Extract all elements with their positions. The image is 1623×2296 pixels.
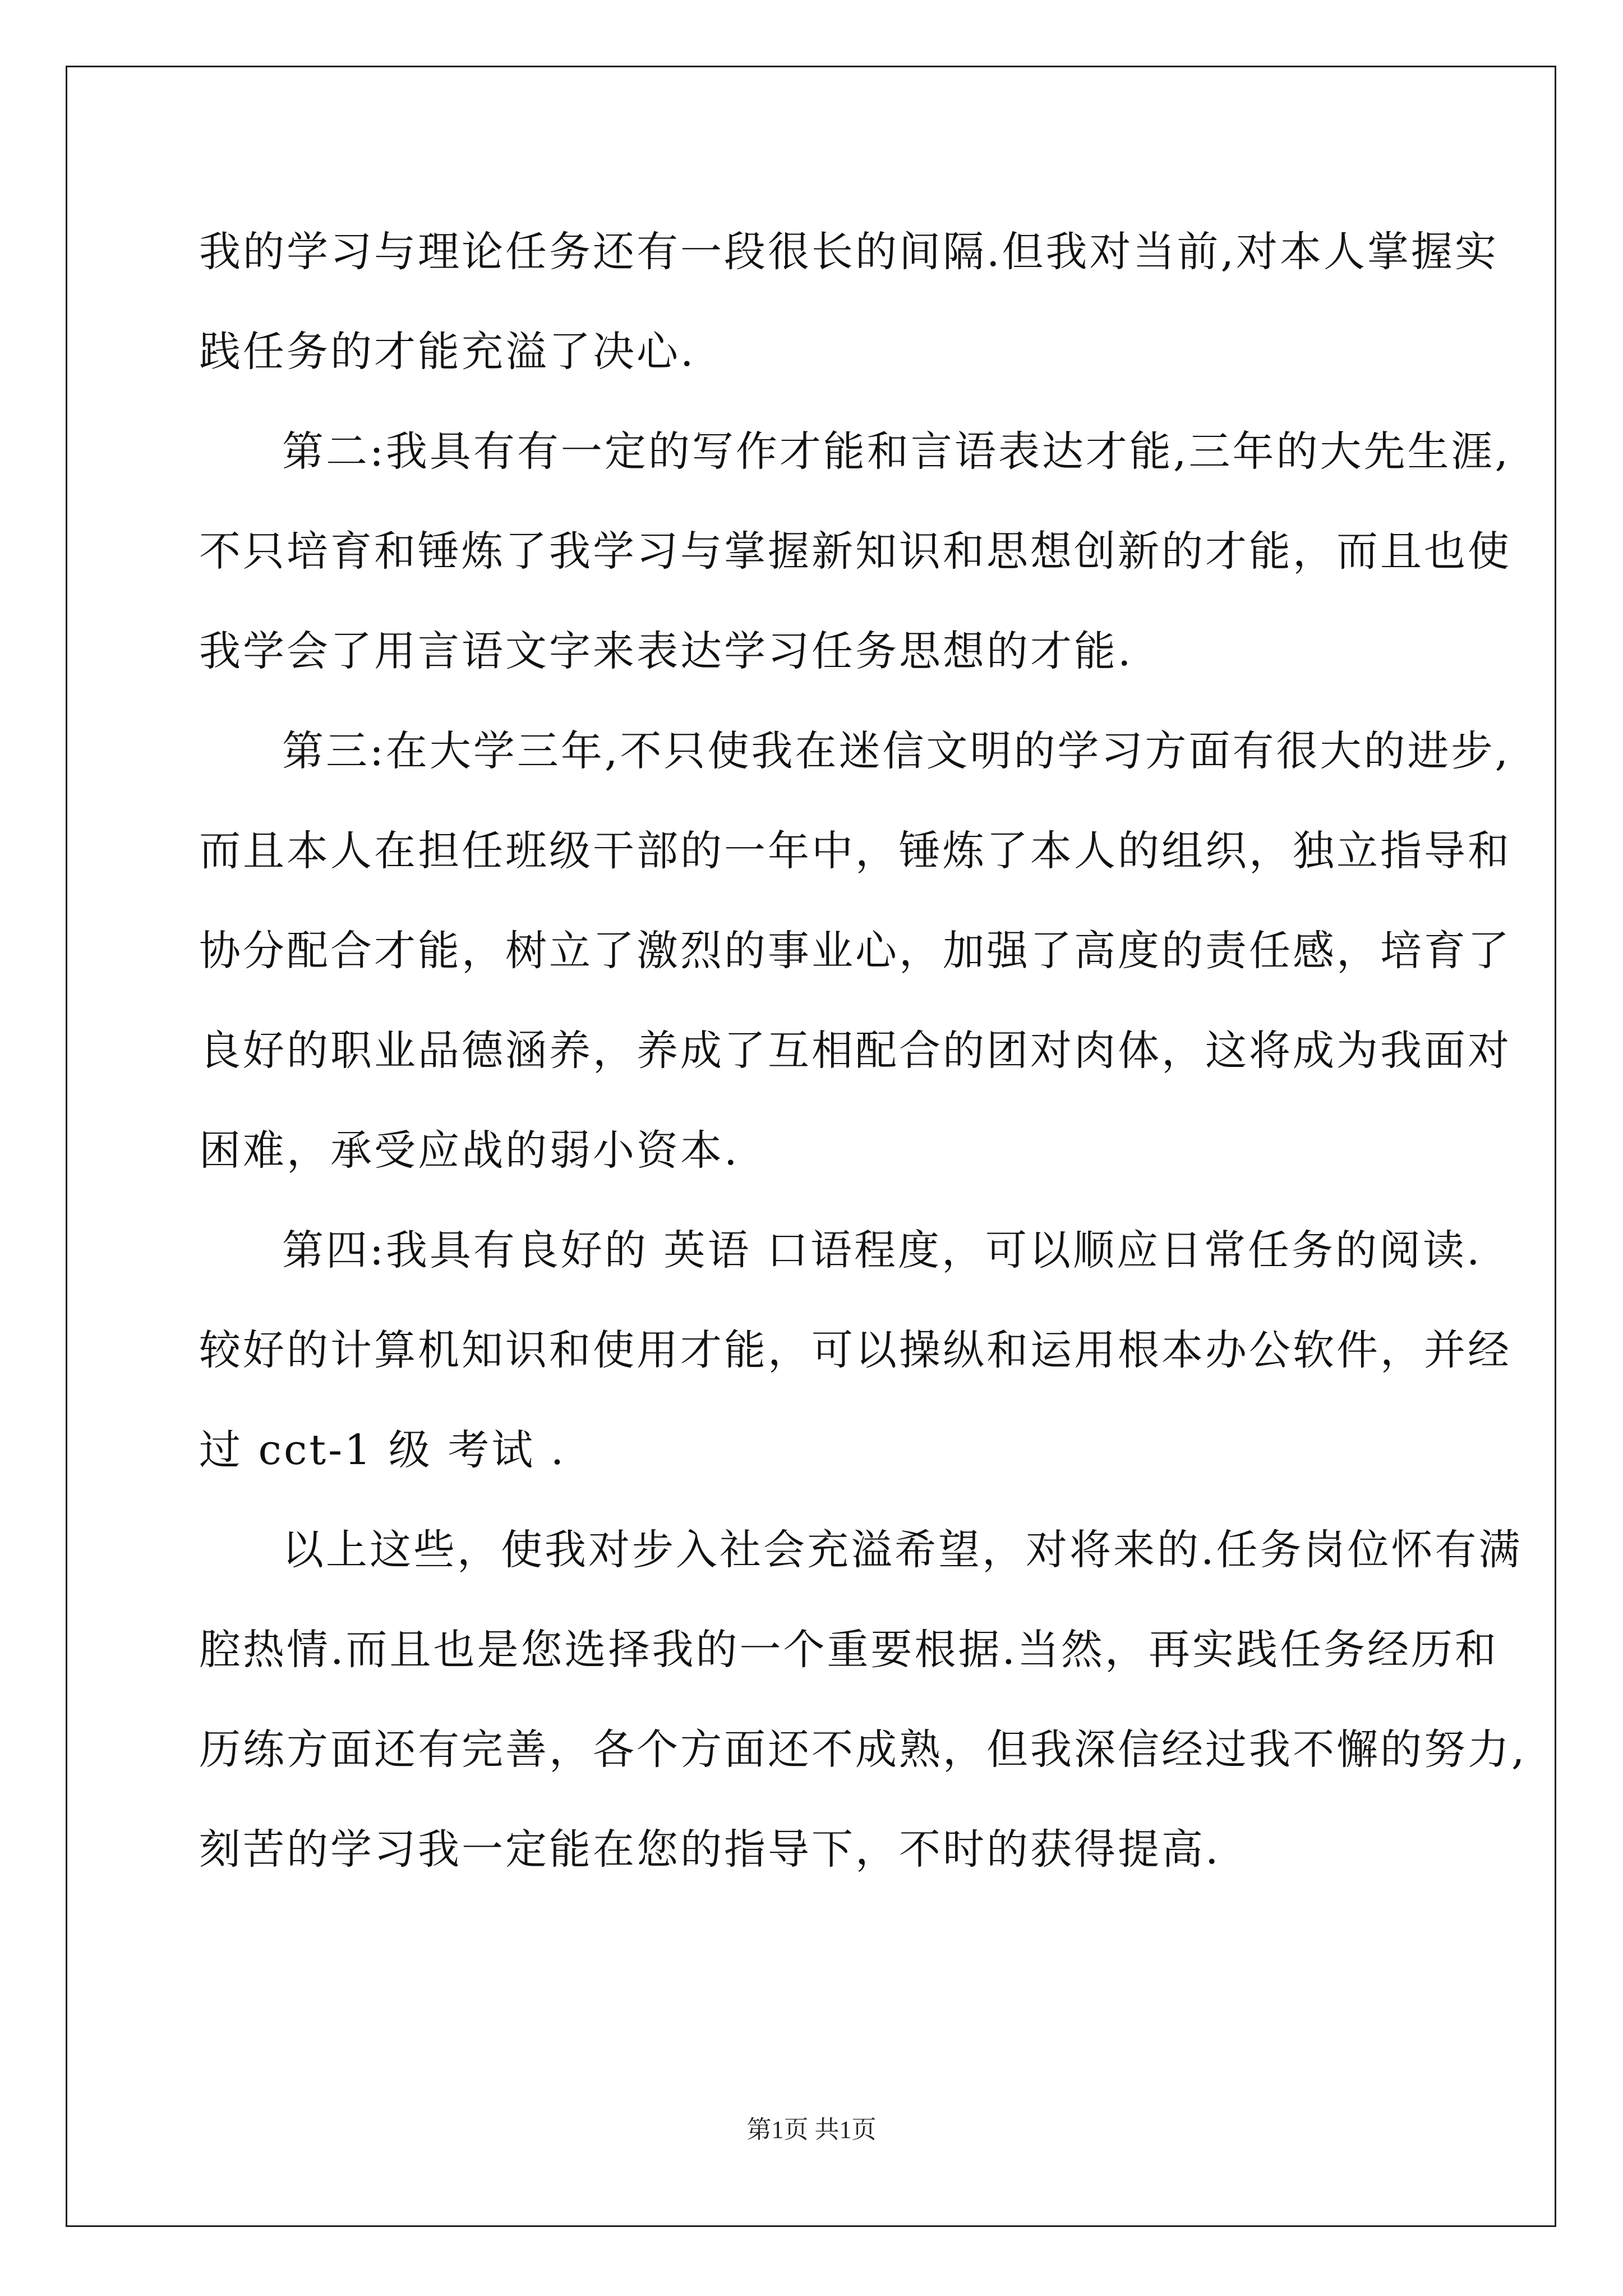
text-line-7: 而且本人在担任班级干部的一年中，锤炼了本人的组织，独立指导和 xyxy=(199,827,1511,875)
text-line-11: 第四:我具有良好的 英语 口语程度，可以顺应日常任务的阅读. xyxy=(282,1226,1482,1274)
text-line-8: 协分配合才能，树立了激烈的事业心，加强了高度的责任感，培育了 xyxy=(199,927,1511,975)
text-line-14: 以上这些，使我对步入社会充溢希望，对将来的.任务岗位怀有满 xyxy=(282,1526,1523,1574)
text-line-10: 困难，承受应战的弱小资本. xyxy=(199,1126,740,1175)
text-line-9: 良好的职业品德涵养，养成了互相配合的团对肉体，这将成为我面对 xyxy=(199,1027,1511,1075)
text-line-5: 我学会了用言语文字来表达学习任务思想的才能. xyxy=(199,627,1133,675)
text-line-3: 第二:我具有有一定的写作才能和言语表达才能,三年的大先生涯, xyxy=(282,427,1510,476)
page-number-footer: 第1页 共1页 xyxy=(746,2116,877,2143)
text-line-16: 历练方面还有完善，各个方面还不成熟，但我深信经过我不懈的努力, xyxy=(199,1726,1527,1774)
text-line-1: 我的学习与理论任务还有一段很长的间隔.但我对当前,对本人掌握实 xyxy=(199,228,1499,276)
document-body xyxy=(199,202,1527,1899)
text-line-15: 腔热情.而且也是您选择我的一个重要根据.当然，再实践任务经历和 xyxy=(199,1626,1499,1674)
text-line-2: 践任务的才能充溢了决心. xyxy=(199,328,696,376)
text-line-6: 第三:在大学三年,不只使我在迷信文明的学习方面有很大的进步, xyxy=(282,727,1510,775)
text-line-4: 不只培育和锤炼了我学习与掌握新知识和思想创新的才能，而且也使 xyxy=(199,527,1511,576)
text-line-13: 过 cct-1 级 考试 . xyxy=(199,1426,566,1474)
text-line-17: 刻苦的学习我一定能在您的指导下，不时的获得提高. xyxy=(199,1825,1221,1874)
text-line-12: 较好的计算机知识和使用才能，可以操纵和运用根本办公软件，并经 xyxy=(199,1326,1511,1374)
